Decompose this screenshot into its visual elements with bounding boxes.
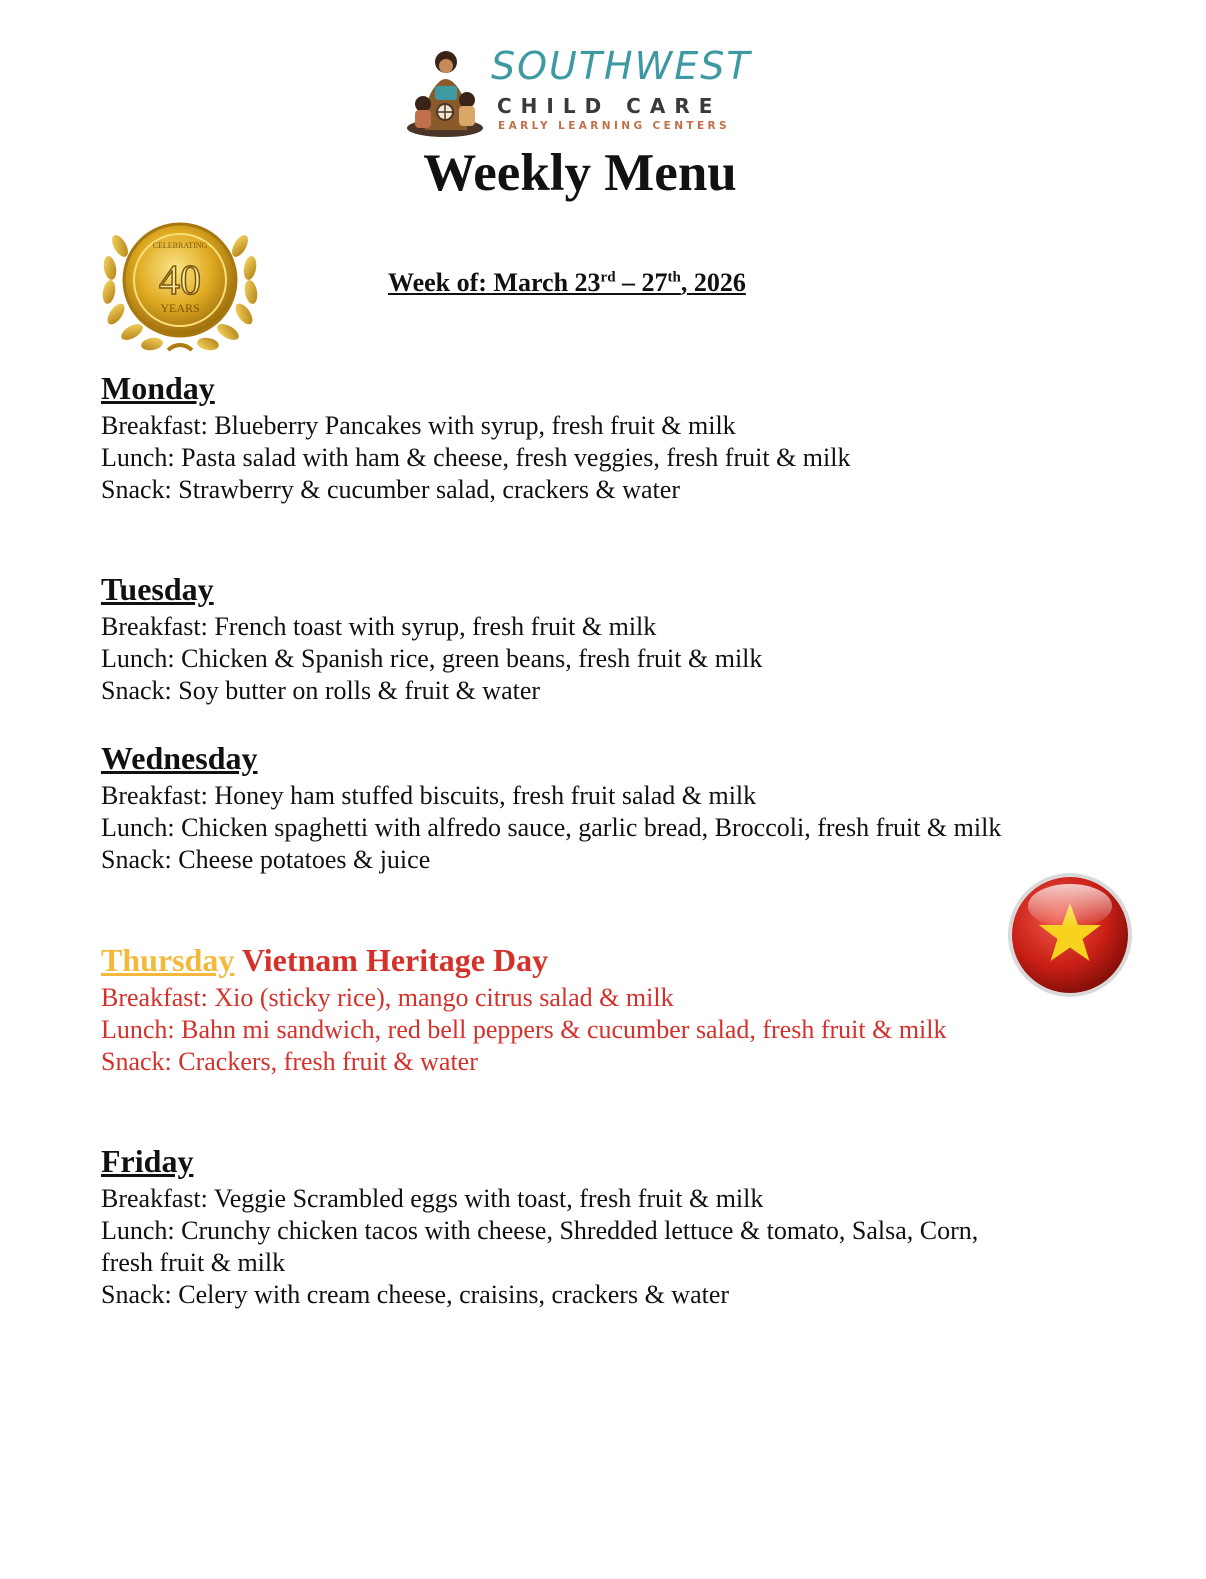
day-heading: [101, 571, 1031, 607]
day-name: Friday: [101, 1143, 194, 1179]
week-label: Week of: March 23: [388, 268, 601, 297]
meal-snack: Snack: Soy butter on rolls & fruit & water: [101, 676, 541, 705]
day-heading: [101, 740, 1031, 776]
meal-lunch: Lunch: Chicken & Spanish rice, green beans, fresh fruit & milk: [101, 644, 763, 673]
day-name: Tuesday: [101, 571, 214, 607]
day-heading: [101, 942, 1031, 978]
logo-southwest-text: SOUTHWEST: [491, 44, 752, 88]
meal-lunch: Lunch: Crunchy chicken tacos with cheese, Shredded lettuce & tomato, Salsa, Corn, fresh fruit & milk: [101, 1216, 979, 1277]
day-heading: [101, 370, 1031, 406]
laurel-wreath-icon: [100, 206, 260, 358]
day-name: Wednesday: [101, 740, 258, 776]
day-section-friday: [101, 1143, 1031, 1311]
week-end-suffix: th: [667, 269, 681, 286]
day-heading: [101, 1143, 1031, 1179]
day-section-wednesday: [101, 740, 1031, 876]
meal-lunch: Lunch: Chicken spaghetti with alfredo sauce, garlic bread, Broccoli, fresh fruit & milk: [101, 813, 1002, 842]
badge-top-text: CELEBRATING: [152, 241, 208, 250]
meal-breakfast: Breakfast: Veggie Scrambled eggs with toast, fresh fruit & milk: [101, 1184, 764, 1213]
day-theme: Vietnam Heritage Day: [241, 942, 549, 978]
meal-snack: Snack: Cheese potatoes & juice: [101, 845, 431, 874]
week-start-suffix: rd: [600, 269, 616, 286]
week-year: , 2026: [680, 268, 746, 297]
logo-childcare-text: CHILD CARE: [497, 94, 722, 118]
meal-snack: Snack: Crackers, fresh fruit & water: [101, 1047, 478, 1076]
badge-number: 40: [159, 258, 201, 304]
page-title: Weekly Menu: [423, 144, 737, 202]
meal-snack: Snack: Celery with cream cheese, craisins, crackers & water: [101, 1280, 730, 1309]
meal-breakfast: Breakfast: Blueberry Pancakes with syrup, fresh fruit & milk: [101, 411, 736, 440]
meal-breakfast: Breakfast: Honey ham stuffed biscuits, fresh fruit salad & milk: [101, 781, 757, 810]
badge-bottom-text: YEARS: [160, 301, 200, 315]
company-logo: [405, 40, 775, 140]
day-name: Thursday: [101, 942, 235, 978]
vietnam-flag-icon: [1005, 870, 1135, 1000]
week-end-day: – 27: [615, 268, 668, 297]
child-care-figure-icon: [405, 42, 487, 138]
day-name: Monday: [101, 370, 215, 406]
day-section-tuesday: [101, 571, 1031, 707]
anniversary-badge: [100, 206, 260, 358]
day-section-monday: [101, 370, 1031, 506]
meal-lunch: Lunch: Pasta salad with ham & cheese, fresh veggies, fresh fruit & milk: [101, 443, 851, 472]
meal-breakfast: Breakfast: French toast with syrup, fresh fruit & milk: [101, 612, 657, 641]
week-range: [388, 268, 746, 298]
logo-tagline-text: EARLY LEARNING CENTERS: [498, 120, 730, 132]
day-section-thursday: [101, 942, 1031, 1078]
meal-snack: Snack: Strawberry & cucumber salad, crackers & water: [101, 475, 680, 504]
meal-breakfast: Breakfast: Xio (sticky rice), mango citrus salad & milk: [101, 983, 674, 1012]
meal-lunch: Lunch: Bahn mi sandwich, red bell peppers & cucumber salad, fresh fruit & milk: [101, 1015, 947, 1044]
